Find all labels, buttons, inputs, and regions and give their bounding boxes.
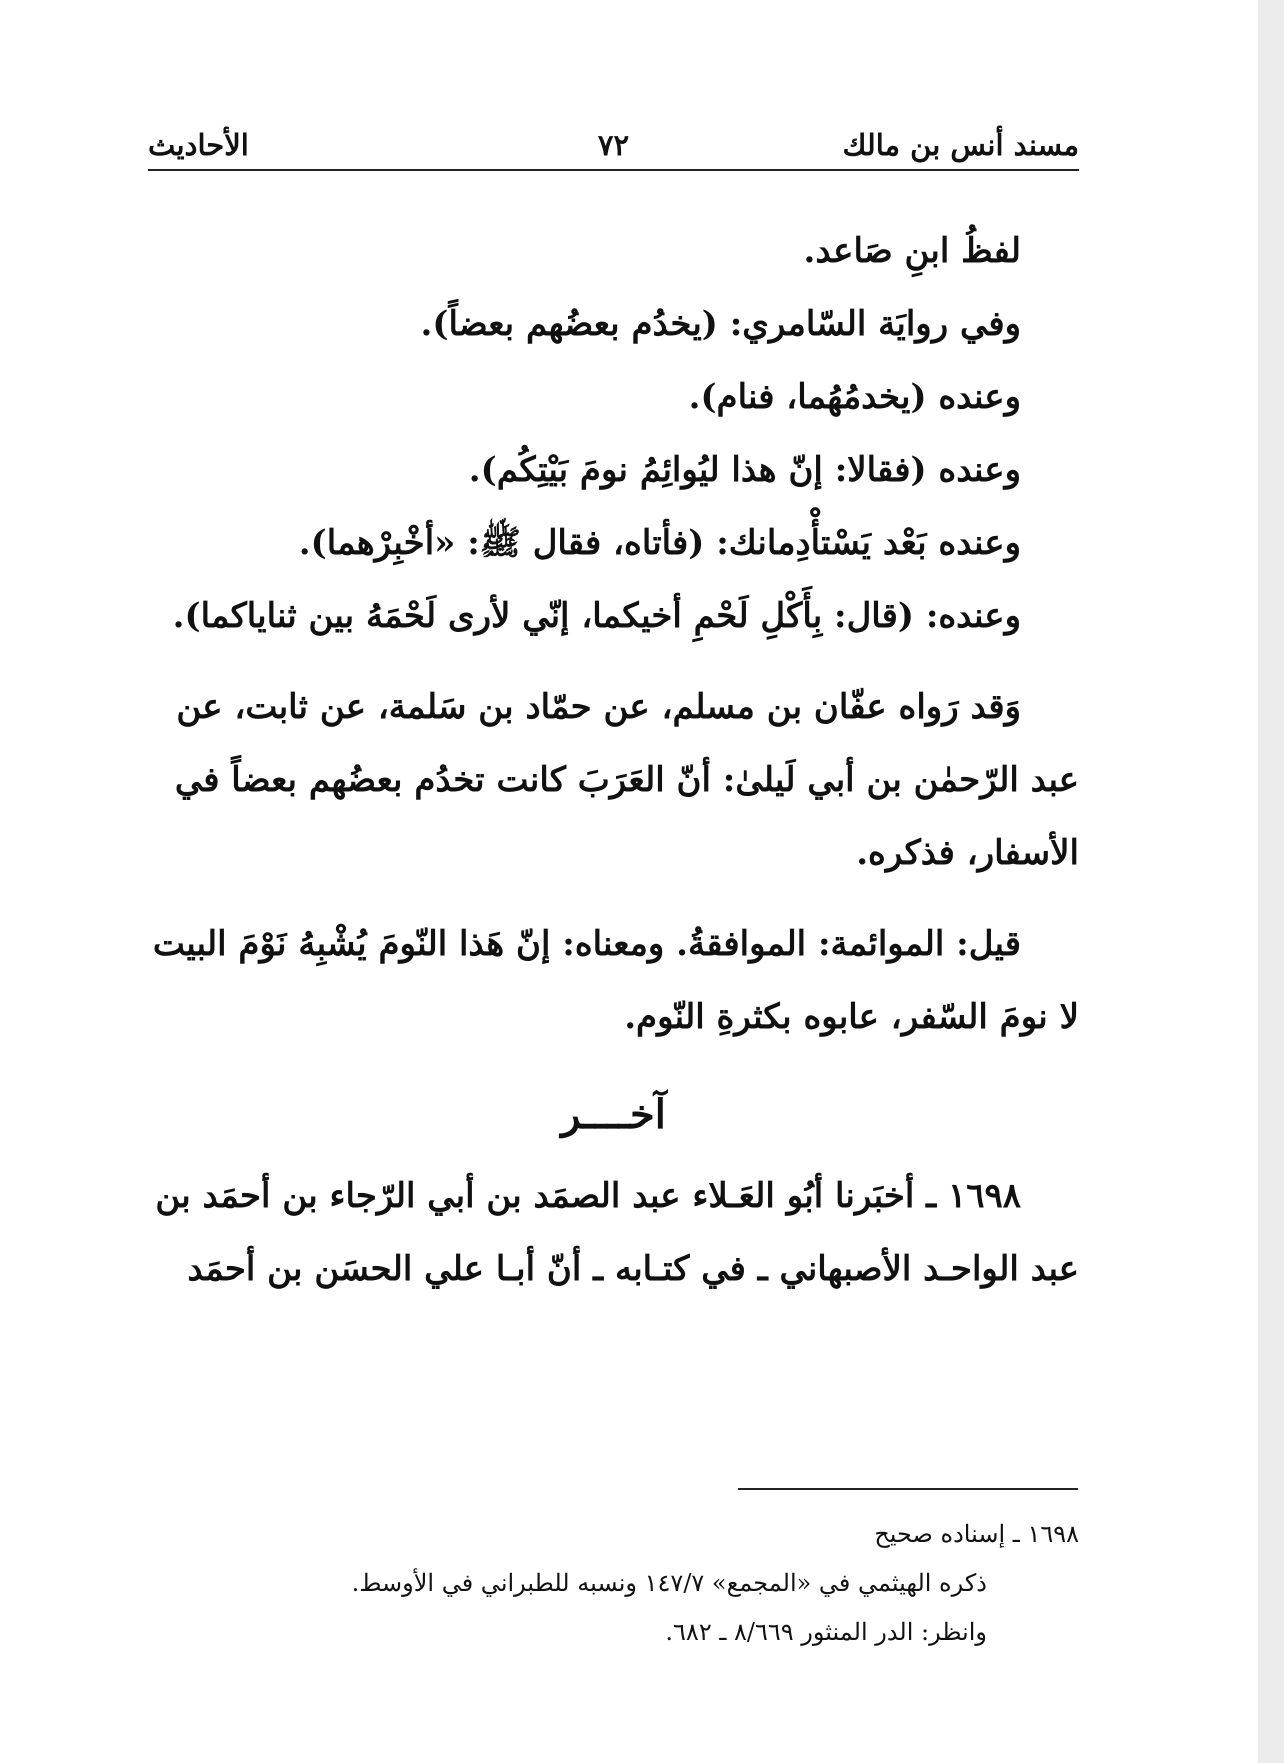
- footnote-line: وانظر: الدر المنثور ٨/٦٦٩ ـ ٦٨٢.: [665, 1618, 987, 1646]
- section-title: الأحاديث: [148, 128, 249, 162]
- paragraph: لفظُ ابنِ صَاعد.: [803, 231, 1021, 271]
- footnote-line: ذكره الهيثمي في «المجمع» ١٤٧/٧ ونسبه للطبراني في الأوسط.: [351, 1569, 987, 1597]
- paragraph: وعنده بَعْد يَسْتأْدِمانك: (فأتاه، فقال ﷺ: «أخْبِرْهما).: [298, 523, 1021, 563]
- paragraph: وَقد رَواه عفّان بن مسلم، عن حمّاد بن سَلمة، عن ثابت، عن عبد الرّحمٰن بن أبي لَيلىٰ: أنّ العَرَبَ كانت تخدُم بعضُهم بعضاً في الأسفار، فذكره.: [174, 687, 1079, 873]
- header-divider: [148, 169, 1079, 171]
- paragraph: وفي روايَة السّامري: (يخدُم بعضُهم بعضاً).: [420, 304, 1021, 344]
- paragraph: قيل: الموائمة: الموافقةُ. ومعناه: إنّ هَذا النّومَ يُشْبِهُ نَوْمَ البيت لا نومَ السّفر، عابوه بكثرةِ النّوم.: [152, 924, 1079, 1037]
- paragraph: وعنده: (قال: بِأَكْلِ لَحْمِ أخيكما، إنّي لأرى لَحْمَهُ بين ثناياكما).: [172, 596, 1021, 636]
- hadith-paragraph: ١٦٩٨ ـ أخبَرنا أبُو العَـلاء عبد الصمَد بن أبي الرّجاء بن أحمَد بن عبد الواحـد الأصبهاني ـ في كتـابه ـ أنّ أبـا علي الحسَن بن أحمَد: [155, 1176, 1079, 1289]
- section-subheading: آخــــر: [561, 1091, 666, 1138]
- footnotes: [148, 1510, 1079, 1657]
- footnote-divider: [738, 1488, 1078, 1490]
- paragraph: وعنده (فقالا: إنّ هذا ليُوائِمُ نومَ بَيْتِكُم).: [468, 450, 1021, 490]
- page-header: [148, 128, 1079, 168]
- viewer-scrollbar-track[interactable]: [1258, 0, 1284, 1763]
- main-text: [148, 215, 1079, 1306]
- page-number: ٧٢: [597, 128, 630, 162]
- paragraph: وعنده (يخدمُهُما، فنام).: [688, 377, 1021, 417]
- footnote-line: ١٦٩٨ ـ إسناده صحيح: [874, 1520, 1079, 1548]
- book-title: مسند أنس بن مالك: [842, 128, 1079, 162]
